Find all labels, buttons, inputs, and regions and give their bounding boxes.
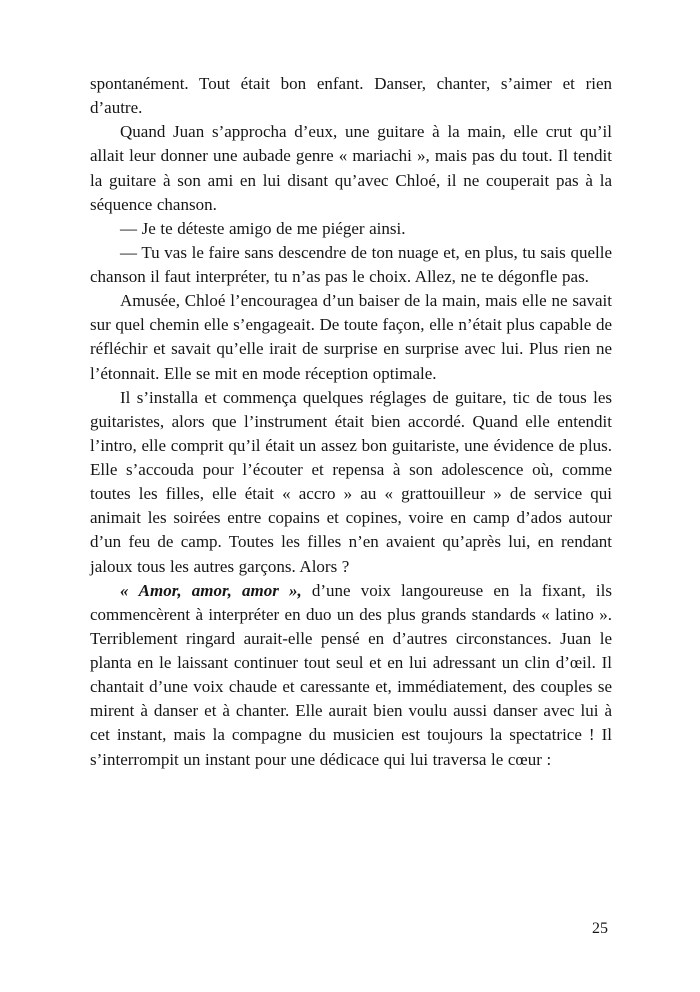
song-title-lead: « Amor, amor, amor », xyxy=(120,580,312,600)
paragraph xyxy=(90,579,612,772)
paragraph-continuation: spontanément. Tout était bon enfant. Danser, chanter, s’aimer et rien d’autre. xyxy=(90,74,612,118)
paragraph: Amusée, Chloé l’encouragea d’un baiser de la main, mais elle ne savait sur quel chemin elle s’engageait. De toute façon, elle n’était plus capable de réfléchir et savait qu’elle irait de surprise en surprise avec lui. Plus rien ne l’étonnait. Elle se mit en mode réception optimale. xyxy=(90,291,612,383)
paragraph: Quand Juan s’approcha d’eux, une guitare à la main, elle crut qu’il allait leur donner une aubade genre « mariachi », mais pas du tout. Il tendit la guitare à son ami en lui disant qu’avec Chloé, il ne couperait pas à la séquence chanson. xyxy=(90,122,612,214)
paragraph: Il s’installa et commença quelques réglages de guitare, tic de tous les guitaristes, alors que l’instrument était bien accordé. Quand elle entendit l’intro, elle comprit qu’il était un assez bon guitariste, une évidence de plus. Elle s’accouda pour l’écouter et repensa à son adolescence où, comme toutes les filles, elle était « accro » au « grattouilleur » de service qui animait les soirées entre copains et copines, voire en camp d’ados autour d’un feu de camp. Toutes les filles n’en avaient qu’après lui, en rendant jaloux tous les autres garçons. Alors ? xyxy=(90,387,612,576)
page-number: 25 xyxy=(592,920,608,937)
page-text-block xyxy=(90,72,612,772)
dialogue-line: — Tu vas le faire sans descendre de ton nuage et, en plus, tu sais quelle chanson il faut interpréter, tu n’as pas le choix. Allez, ne te dégonfle pas. xyxy=(90,242,612,286)
dialogue-line: — Je te déteste amigo de me piéger ainsi. xyxy=(120,218,406,238)
paragraph-text: d’une voix langoureuse en la fixant, ils commencèrent à interpréter en duo un des plus grands standards « latino ». Terriblement ringard aurait-elle pensé en d’autres circonstances. Juan le planta en le laissant continuer tout seul et en lui adressant un clin d’œil. Il chantait d’une voix chaude et caressante et, immédiatement, des couples se mirent à danser et à chanter. Elle aurait bien voulu aussi danser avec lui à cet instant, mais la compagne du musicien est toujours la spectatrice ! Il s’interrompit un instant pour une dédicace qui lui traversa le cœur : xyxy=(90,580,612,769)
